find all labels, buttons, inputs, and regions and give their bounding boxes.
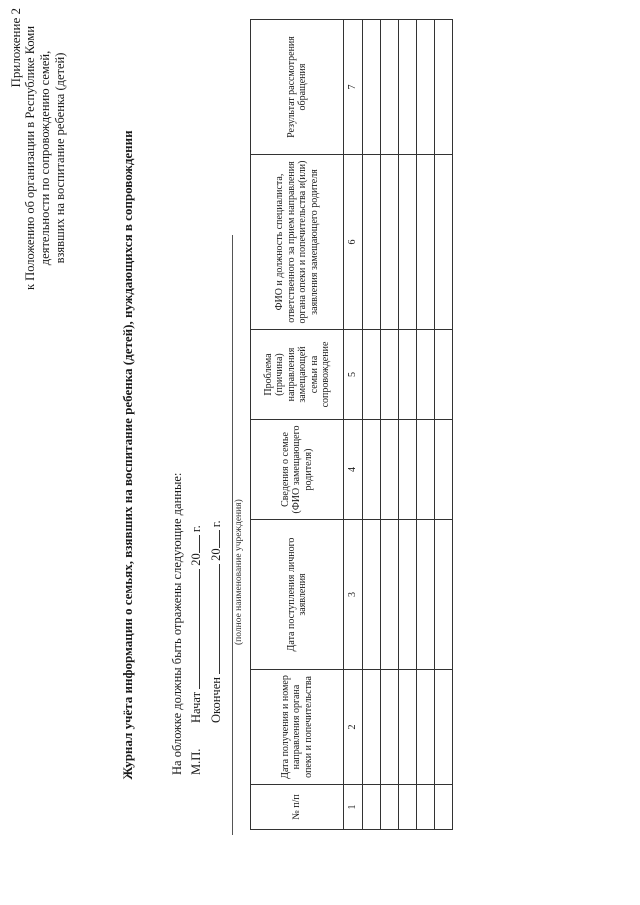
column-number: 2 [344, 670, 363, 785]
table-row [399, 20, 417, 830]
start-year-prefix: 20 [189, 553, 204, 566]
institution-caption: (полное наименование учреждения) [234, 499, 244, 645]
cover-info [168, 473, 226, 775]
column-number: 4 [344, 420, 363, 520]
header-cell: № п/п [251, 785, 344, 830]
table-header-row [251, 20, 344, 830]
seal-label: М.П. [189, 748, 204, 775]
appendix-block [8, 8, 68, 308]
end-year-prefix: 20 [208, 548, 223, 561]
table-row [417, 20, 435, 830]
column-number: 6 [344, 155, 363, 330]
cover-intro: На обложке должны быть отражены следующие данные: [170, 472, 184, 775]
header-cell: Дата поступления личного заявления [251, 520, 344, 670]
start-year-blank [187, 535, 200, 553]
table-row [435, 20, 453, 830]
header-cell: Результат рассмотрения обращения [251, 20, 344, 155]
journal-title: Журнал учёта информации о семьях, взявших на воспитание ребенка (детей), нуждающихся в сопровождении [120, 130, 135, 780]
header-cell: ФИО и должность специалиста, ответственного за прием направления органа опеки и попечительства и(или) заявления замещающего родителя [251, 155, 344, 330]
appendix-line-1: к Положению об организации в Республике Коми [23, 25, 38, 291]
column-number: 5 [344, 330, 363, 420]
institution-line [232, 235, 233, 835]
start-date-blank [187, 569, 200, 689]
table-row [381, 20, 399, 830]
start-year-suffix: г. [189, 525, 204, 533]
appendix-line-2: деятельности по сопровождению семей, [38, 50, 53, 266]
column-number-row [344, 20, 363, 830]
header-cell: Дата получения и номер направления органа опеки и попечительства [251, 670, 344, 785]
column-number: 7 [344, 20, 363, 155]
end-label: Окончен [208, 677, 223, 723]
column-number: 1 [344, 785, 363, 830]
appendix-line-3: взявших на воспитание ребенка (детей) [52, 52, 67, 264]
header-cell: Сведения о семье (ФИО замещающего родителя) [251, 420, 344, 520]
cover-end-row [207, 473, 226, 775]
journal-table [250, 19, 453, 830]
header-cell: Проблема (причина) направления замещающей семьи на сопровождение [251, 330, 344, 420]
end-date-blank [207, 564, 220, 674]
appendix-number: Приложение 2 [8, 8, 23, 88]
end-year-suffix: г. [208, 520, 223, 528]
start-label: Начат [189, 691, 204, 723]
cover-start-row [187, 473, 206, 775]
end-year-blank [207, 530, 220, 548]
column-number: 3 [344, 520, 363, 670]
table-row [363, 20, 381, 830]
